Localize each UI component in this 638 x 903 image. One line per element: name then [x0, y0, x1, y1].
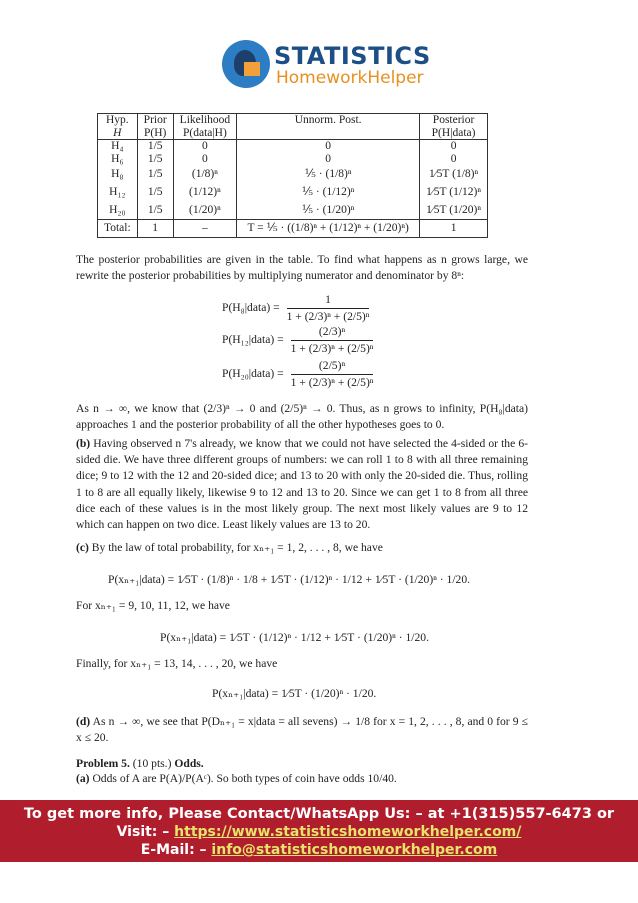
- equation-h20: P(H₂₀|data) = $\frac{\text{(2/5)ⁿ}}{\text{1 + (2/3)ⁿ + (2/5)ⁿ}}$: [222, 359, 374, 389]
- table-header-cell: P(data|H): [173, 127, 236, 140]
- website-link[interactable]: https://www.statisticshomeworkhelper.com/: [174, 824, 522, 840]
- table-row: H₈ 1/5 (1/8)ⁿ ⅕ · (1/8)ⁿ 1⁄5T (1/8)ⁿ: [98, 165, 488, 183]
- part-d-paragraph: (d) As n → ∞, we see that P(Dₙ₊₁ = x|data = all sevens) → 1/8 for x = 1, 2, . . . , 8, and 0 for 9 ≤ x ≤ 20.: [76, 715, 528, 745]
- intro-paragraph: The posterior probabilities are given in the table. To find what happens as n grows large, we rewrite the posterior probabilities by multiplying numerator and denominator by 8ⁿ:: [76, 253, 528, 283]
- table-header-cell: P(H): [137, 127, 173, 140]
- logo-person-icon: [222, 40, 270, 88]
- table-row: H₆ 1/5 0 0 0: [98, 153, 488, 166]
- table-row: H₁₂ 1/5 (1/12)ⁿ ⅕ · (1/12)ⁿ 1⁄5T (1/12)ⁿ: [98, 183, 488, 201]
- equation-c3: P(xₙ₊₁|data) = 1⁄5T · (1/20)ⁿ · 1/20.: [212, 687, 377, 700]
- part-c-middle-text: For xₙ₊₁ = 9, 10, 11, 12, we have: [76, 599, 230, 612]
- table-total-row: Total: 1 – T = ⅕ · ((1/8)ⁿ + (1/12)ⁿ + (1/20)ⁿ) 1: [98, 220, 488, 238]
- logo: [222, 40, 431, 92]
- problem-5-part-a: (a) Odds of A are P(A)/P(Aᶜ). So both types of coin have odds 10/40.: [76, 772, 397, 785]
- footer-visit-line: Visit: – https://www.statisticshomeworkhelper.com/: [116, 824, 522, 840]
- table-header-cell: [237, 127, 420, 140]
- table-header-cell: Posterior: [420, 114, 488, 127]
- table-header-cell: Unnorm. Post.: [237, 114, 420, 127]
- table-header-cell: P(H|data): [420, 127, 488, 140]
- problem-5-heading: Problem 5. (10 pts.) Odds.: [76, 757, 204, 770]
- part-b-paragraph: (b) Having observed n 7's already, we know that we could not have selected the 4-sided or the 6-sided die. We have three different groups of numbers: we can roll 1 to 8 with all three remaining dice; 9 to 12 with the 12 and 20-sided dice; and 13 to 20 with only the 20-sided die. Thus, rolling 1 to 8 are all equally likely, likewise 9 to 12 and 13 to 20. Since we can get 1 to 8 from all three dice each of these values is in the most likely group. The next most likely values are 9 to 12 which can happen on two dice. Least likely values are 13 to 20.: [76, 437, 528, 532]
- logo-title: STATISTICS: [274, 42, 431, 70]
- limit-paragraph: As n → ∞, we know that (2/3)ⁿ → 0 and (2/5)ⁿ → 0. Thus, as n grows to infinity, P(H₈|data) approaches 1 and the posterior probability of all the other hypotheses goes to 0.: [76, 402, 528, 432]
- table-header-cell: Hyp.: [98, 114, 138, 127]
- table-row: H₄ 1/5 0 0 0: [98, 140, 488, 153]
- table-row: H₂₀ 1/5 (1/20)ⁿ ⅕ · (1/20)ⁿ 1⁄5T (1/20)ⁿ: [98, 201, 488, 220]
- email-link[interactable]: info@statisticshomeworkhelper.com: [211, 842, 498, 858]
- table-header-cell: H: [98, 127, 138, 140]
- equation-c2: P(xₙ₊₁|data) = 1⁄5T · (1/12)ⁿ · 1/12 + 1⁄5T · (1/20)ⁿ · 1/20.: [160, 631, 429, 644]
- footer-email-line: E-Mail: – info@statisticshomeworkhelper.com: [140, 842, 498, 858]
- logo-subtitle: HomeworkHelper: [276, 68, 424, 88]
- equation-h12: P(H₁₂|data) = $\frac{\text{(2/3)ⁿ}}{\text{1 + (2/3)ⁿ + (2/5)ⁿ}}$: [222, 325, 374, 355]
- table-header-cell: Likelihood: [173, 114, 236, 127]
- footer-contact-line: To get more info, Please Contact/WhatsApp Us: – at +1(315)557-6473 or: [23, 806, 615, 822]
- part-c-final-text: Finally, for xₙ₊₁ = 13, 14, . . . , 20, we have: [76, 657, 278, 670]
- table-header-row: [98, 114, 488, 127]
- contact-footer-banner: [0, 800, 638, 862]
- hypothesis-table: [97, 113, 488, 238]
- table-header-row: [98, 127, 488, 140]
- table-header-cell: Prior: [137, 114, 173, 127]
- equation-h8: P(H₈|data) = $\frac{1}{\text{1 + (2/3)ⁿ + (2/5)ⁿ}}$: [222, 293, 370, 323]
- equation-c1: P(xₙ₊₁|data) = 1⁄5T · (1/8)ⁿ · 1/8 + 1⁄5T · (1/12)ⁿ · 1/12 + 1⁄5T · (1/20)ⁿ · 1/20.: [108, 573, 471, 586]
- part-c-paragraph: (c) By the law of total probability, for xₙ₊₁ = 1, 2, . . . , 8, we have: [76, 541, 383, 554]
